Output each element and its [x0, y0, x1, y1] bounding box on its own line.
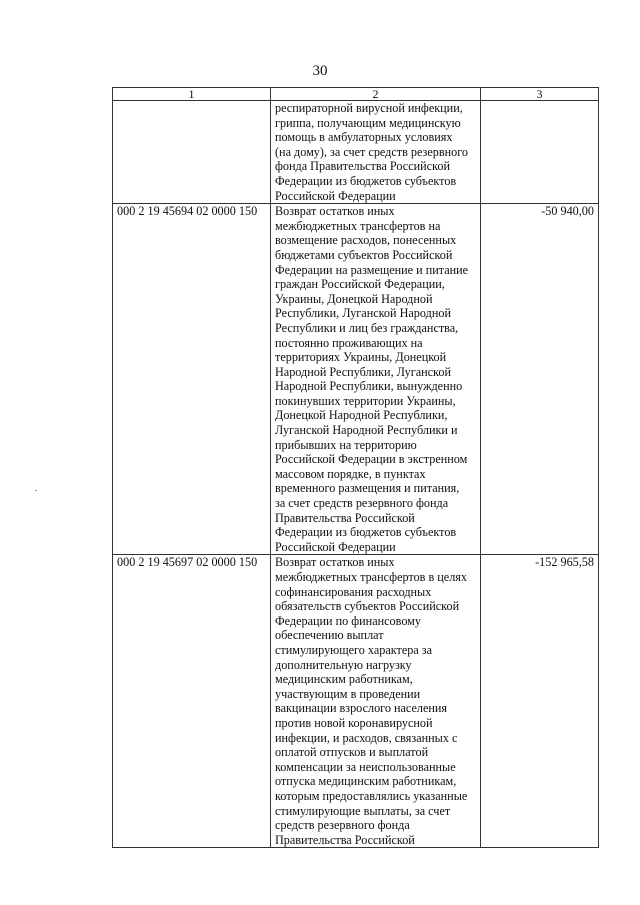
row-amount: -50 940,00 [481, 204, 599, 555]
row-description: Возврат остатков иных межбюджетных трансфертов на возмещение расходов, понесенных бюджетами субъектов Российской Федерации на размещение и питание граждан Российской Федерации, Украины, Донецкой Народной Республики, Луганской Народной Республики и лиц без гражданства, постоянно проживающих на территориях Украины, Донецкой Народной Республики, Луганской Народной Республики, вынужденно покинувших территории Украины, Донецкой Народной Республики, Луганской Народной Республики и прибывших на территорию Российской Федерации в экстренном массовом порядке, в пунктах временного размещения и питания, за счет средств резервного фонда Правительства Российской Федерации из бюджетов субъектов Российской Федерации [271, 204, 481, 555]
margin-mark [35, 490, 37, 491]
column-header-code: 1 [113, 88, 271, 101]
row-code: 000 2 19 45697 02 0000 150 [113, 555, 271, 848]
table-row [113, 101, 599, 204]
row-code [113, 101, 271, 204]
budget-table [112, 87, 599, 848]
page-number: 30 [312, 63, 328, 79]
row-description: респираторной вирусной инфекции, гриппа, получающим медицинскую помощь в амбулаторных условиях (на дому), за счет средств резервного фонда Правительства Российской Федерации из бюджетов субъектов Российской Федерации [271, 101, 481, 204]
column-header-amount: 3 [481, 88, 599, 101]
header-row [113, 88, 599, 101]
table-row [113, 555, 599, 848]
row-code: 000 2 19 45694 02 0000 150 [113, 204, 271, 555]
row-description: Возврат остатков иных межбюджетных трансфертов в целях софинансирования расходных обязательств субъектов Российской Федерации по финансовому обеспечению выплат стимулирующего характера за дополнительную нагрузку медицинским работникам, участвующим в проведении вакцинации взрослого населения против новой коронавирусной инфекции, и расходов, связанных с оплатой отпусков и выплатой компенсации за неиспользованные отпуска медицинским работникам, которым предоставлялись указанные стимулирующие выплаты, за счет средств резервного фонда Правительства Российской [271, 555, 481, 848]
table-row [113, 204, 599, 555]
row-amount [481, 101, 599, 204]
row-amount: -152 965,58 [481, 555, 599, 848]
column-header-description: 2 [271, 88, 481, 101]
